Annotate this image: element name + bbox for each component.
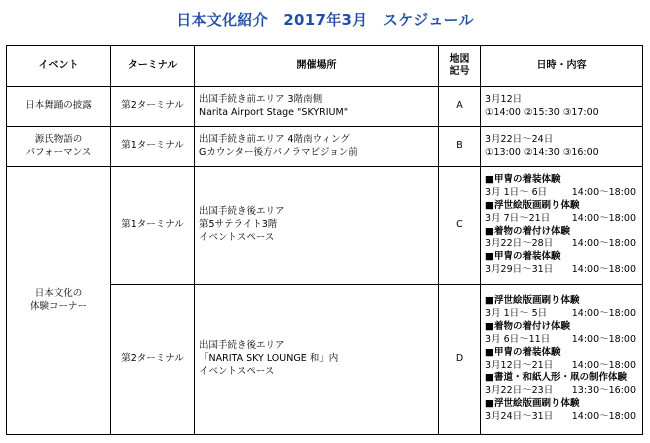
- header-venue: 開催場所: [195, 46, 439, 87]
- program-dates: 3月24日～31日: [485, 410, 554, 422]
- venue: [195, 167, 439, 285]
- venue-line: Narita Airport Stage "SKYRIUM": [199, 106, 349, 118]
- event-name: 日本文化の 体験コーナー: [7, 167, 111, 435]
- venue: [195, 87, 439, 127]
- table-row: [7, 167, 643, 285]
- program-time: 14:00～18:00: [571, 263, 636, 275]
- program-dates: 3月22日～23日: [485, 385, 554, 397]
- program-schedule: [485, 308, 638, 321]
- schedule-table: [6, 45, 643, 435]
- terminal: 第2ターミナル: [111, 87, 195, 127]
- map-code: A: [439, 87, 481, 127]
- terminal: 第1ターミナル: [111, 127, 195, 167]
- program-schedule: [485, 385, 638, 398]
- venue: [195, 285, 439, 435]
- program-time: 14:00～18:00: [571, 187, 636, 199]
- venue-line: 「NARITA SKY LOUNGE 和」内: [199, 353, 339, 365]
- program-schedule: [485, 264, 638, 277]
- program-name: ■甲冑の着装体験: [485, 251, 561, 263]
- terminal: 第2ターミナル: [111, 285, 195, 435]
- map-code: D: [439, 285, 481, 435]
- program-time: 14:00～18:00: [571, 333, 636, 345]
- program-name: ■浮世絵版画刷り体験: [485, 397, 580, 409]
- program-dates: 3月 1日～ 6日: [485, 187, 548, 199]
- program-dates: 3月 6日～11日: [485, 333, 551, 345]
- program-schedule: [485, 213, 638, 226]
- date-line: 3月12日: [485, 93, 523, 105]
- program-time: 14:00～18:00: [571, 212, 636, 224]
- header-event: イベント: [7, 46, 111, 87]
- program-schedule: [485, 238, 638, 251]
- program-name: ■甲冑の着装体験: [485, 174, 561, 186]
- venue: [195, 127, 439, 167]
- program-time: 13:30～16:00: [571, 385, 636, 397]
- table-header-row: [7, 46, 643, 87]
- header-terminal: ターミナル: [111, 46, 195, 87]
- program-time: 14:00～18:00: [571, 308, 636, 320]
- program-time: 14:00～18:00: [571, 238, 636, 250]
- table-row: [7, 127, 643, 167]
- time-line: ①14:00 ②15:30 ③17:00: [485, 106, 599, 118]
- venue-line: 出国手続き前エリア 4階南ウィング: [199, 133, 350, 145]
- program-time: 14:00～18:00: [571, 359, 636, 371]
- program-dates: 3月22日～28日: [485, 238, 554, 250]
- program-dates: 3月12日～21日: [485, 359, 554, 371]
- map-code: C: [439, 167, 481, 285]
- program-schedule: [485, 411, 638, 424]
- venue-line: 第5サテライト3階: [199, 219, 278, 231]
- program-list: [481, 285, 643, 435]
- program-name: ■着物の着付け体験: [485, 321, 570, 333]
- venue-line: イベントスペース: [199, 231, 275, 243]
- header-map-code: 地図 記号: [439, 46, 481, 87]
- program-dates: 3月 1日～ 5日: [485, 308, 548, 320]
- program-name: ■浮世絵版画刷り体験: [485, 295, 580, 307]
- datetime: [481, 87, 643, 127]
- terminal: 第1ターミナル: [111, 167, 195, 285]
- venue-line: 出国手続き後エリア: [199, 340, 285, 352]
- venue-line: イベントスペース: [199, 365, 275, 377]
- header-datetime: 日時・内容: [481, 46, 643, 87]
- program-name: ■甲冑の着装体験: [485, 346, 561, 358]
- program-schedule: [485, 334, 638, 347]
- venue-line: 出国手続き前エリア 3階南側: [199, 93, 323, 105]
- program-name: ■書道・和紙人形・凧の制作体験: [485, 372, 627, 384]
- program-schedule: [485, 360, 638, 373]
- map-code: B: [439, 127, 481, 167]
- event-name: 日本舞踊の披露: [7, 87, 111, 127]
- program-name: ■着物の着付け体験: [485, 225, 570, 237]
- event-name: 源氏物語の パフォーマンス: [7, 127, 111, 167]
- table-row: [7, 87, 643, 127]
- venue-line: Gカウンター後方パノラマビジョン前: [199, 146, 358, 158]
- program-time: 14:00～18:00: [571, 410, 636, 422]
- program-dates: 3月 7日～21日: [485, 212, 551, 224]
- date-line: 3月22日～24日: [485, 133, 554, 145]
- page-title: 日本文化紹介 2017年3月 スケジュール: [176, 11, 474, 29]
- program-name: ■浮世絵版画刷り体験: [485, 199, 580, 211]
- venue-line: 出国手続き後エリア: [199, 206, 285, 218]
- program-list: [481, 167, 643, 285]
- datetime: [481, 127, 643, 167]
- time-line: ①13:00 ②14:30 ③16:00: [485, 146, 599, 158]
- program-schedule: [485, 187, 638, 200]
- program-dates: 3月29日～31日: [485, 263, 554, 275]
